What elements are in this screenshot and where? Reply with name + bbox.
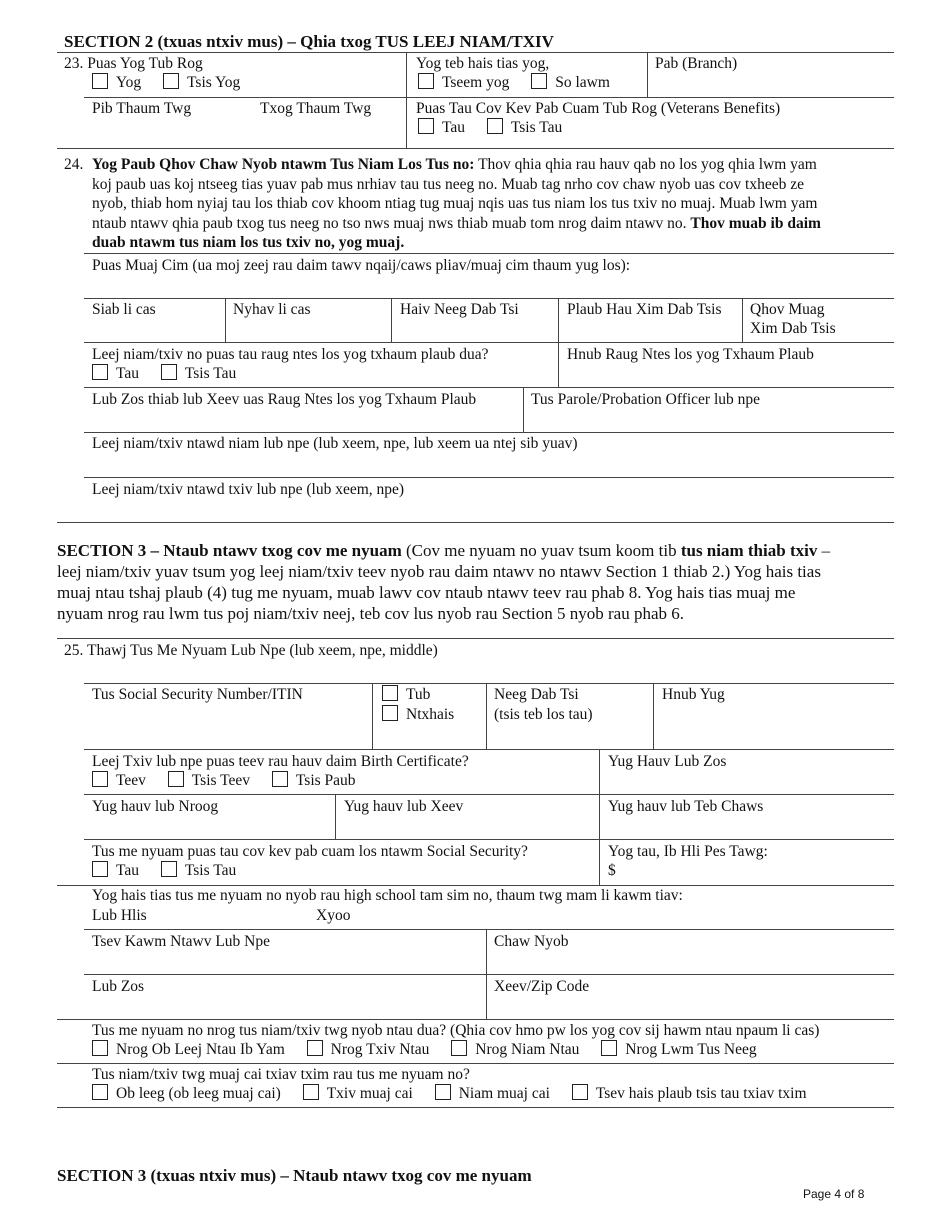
q25-bc-options: Teev Tsis Teev Tsis Paub (92, 771, 374, 790)
q25-live-father-checkbox[interactable] (307, 1040, 323, 1056)
q25-race-sub: (tsis teb los tau) (494, 706, 593, 723)
q24-jail-yes-checkbox[interactable] (92, 364, 108, 380)
q23-yes-checkbox[interactable] (92, 73, 108, 89)
q24-number: 24. (64, 156, 84, 173)
q24-jail-no-checkbox[interactable] (161, 364, 177, 380)
q23-label: 23. Puas Yog Tub Rog (64, 55, 203, 72)
q25-school-name-label: Tsev Kawm Ntawv Lub Npe (92, 933, 270, 950)
q23-current-checkbox[interactable] (418, 73, 434, 89)
q25-hs-question: Yog hais tias tus me nyuam no nyob rau high school tam sim no, thaum twg mam li kawm tiav: (92, 887, 683, 904)
q25-dob-label: Hnub Yug (662, 686, 725, 703)
q25-hs-month-label: Lub Hlis (92, 907, 147, 924)
q25-sex-female-option: Ntxhais (382, 705, 454, 724)
q23-former-checkbox[interactable] (531, 73, 547, 89)
page-number: Page 4 of 8 (803, 1187, 865, 1201)
section2-title: SECTION 2 (txuas ntxiv mus) – Qhia txog TUS LEEJ NIAM/TXIV (64, 32, 554, 51)
q24-height-label: Siab li cas (92, 301, 156, 318)
q24-jail-options: Tau Tsis Tau (92, 364, 254, 383)
q25-city-label: Lub Zos (92, 978, 145, 995)
q24-jail-location-label: Lub Zos thiab lub Xeev uas Raug Ntes los yog Txhaum Plaub (92, 391, 477, 408)
q25-hs-year-label: Xyoo (316, 907, 351, 924)
q24-mother-name-label: Leej niam/txiv ntawd niam lub npe (lub xeem, npe, lub xeem ua ntej sib yuav) (92, 435, 578, 452)
q24-line2: koj paub uas koj ntseeg tias yuav pab mus nrhiav tau tus neeg no. Muab tag nrho cov chaw nyob uas cov txheeb ze (92, 176, 804, 193)
section3-intro-line1: SECTION 3 – Ntaub ntawv txog cov me nyuam (Cov me nyuam no yuav tsum koom tib tus niam thiab txiv – (57, 541, 831, 560)
q25-bc-no-checkbox[interactable] (168, 771, 184, 787)
q25-live-both-checkbox[interactable] (92, 1040, 108, 1056)
q23-vet-options: Tau Tsis Tau (418, 118, 580, 137)
q25-ss-no-checkbox[interactable] (161, 861, 177, 877)
q24-line1: Yog Paub Qhov Chaw Nyob ntawm Tus Niam Los Tus no: Thov qhia qhia rau hauv qab no los yog qhia lwm yam (92, 156, 817, 173)
q23-vet-no-checkbox[interactable] (487, 118, 503, 134)
q25-bc-unknown-checkbox[interactable] (272, 771, 288, 787)
q25-address-label: Chaw Nyob (494, 933, 569, 950)
q24-race-label: Haiv Neeg Dab Tsi (400, 301, 519, 318)
q25-bc-yes-checkbox[interactable] (92, 771, 108, 787)
q25-male-checkbox[interactable] (382, 685, 398, 701)
q24-eye-label: Qhov Muag (750, 301, 825, 318)
q25-live-question: Tus me nyuam no nrog tus niam/txiv twg nyob ntau dua? (Qhia cov hmo pw los yog cov sij hawm ntau npaum li cas) (92, 1022, 820, 1039)
q23-end-date-label: Txog Thaum Twg (260, 100, 372, 117)
q25-custody-father-checkbox[interactable] (303, 1084, 319, 1100)
q24-weight-label: Nyhav li cas (233, 301, 311, 318)
q25-custody-options: Ob leeg (ob leeg muaj cai) Txiv muaj cai Niam muaj cai Tsev hais plaub tsis tau txiav txim (92, 1084, 825, 1103)
q24-parole-label: Tus Parole/Probation Officer lub npe (531, 391, 761, 408)
q25-birth-county-label: Yug hauv lub Nroog (92, 798, 219, 815)
q24-eye-label-b: Xim Dab Tsis (750, 320, 836, 337)
q25-live-mother-checkbox[interactable] (451, 1040, 467, 1056)
q24-line4: ntaub ntawv qhia paub txog tus neeg no tso nws muaj nws thiab muab tom nrog daim ntawv no. Thov muab ib daim (92, 215, 821, 232)
q23-status-options: Tseem yog So lawm (418, 73, 628, 92)
section3-intro-line4: nyuam nrog rau lwm tus poj niam/txiv neej, teb cov lus nyob rau Section 5 nyob rau phab 6. (57, 604, 684, 623)
q25-sex-male-option: Tub (382, 685, 430, 704)
q23-vet-benefits-label: Puas Tau Cov Kev Pab Cuam Tub Rog (Veterans Benefits) (416, 100, 781, 117)
q25-label: 25. Thawj Tus Me Nyuam Lub Npe (lub xeem, npe, middle) (64, 642, 438, 659)
q25-custody-both-checkbox[interactable] (92, 1084, 108, 1100)
q25-ss-question: Tus me nyuam puas tau cov kev pab cuam los ntawm Social Security? (92, 843, 528, 860)
next-section-heading: SECTION 3 (txuas ntxiv mus) – Ntaub ntawv txog cov me nyuam (57, 1166, 532, 1185)
q25-live-options: Nrog Ob Leej Ntau Ib Yam Nrog Txiv Ntau Nrog Niam Ntau Nrog Lwm Tus Neeg (92, 1040, 775, 1059)
section3-intro-line3: muaj ntau tshaj plaub (4) tug me nyuam, muab lawv cov ntaub ntawv teev rau phab 8. Yog hais tias muaj me (57, 583, 796, 602)
q25-live-other-checkbox[interactable] (601, 1040, 617, 1056)
q25-custody-mother-checkbox[interactable] (435, 1084, 451, 1100)
q25-bc-question: Leej Txiv lub npe puas teev rau hauv daim Birth Certificate? (92, 753, 469, 770)
q25-race-label: Neeg Dab Tsi (494, 686, 579, 703)
section3-intro-line2: leej niam/txiv yuav tsum yog leej niam/txiv teev nyob rau daim ntawv no ntawv Section 1 thiab 2.) Yog hais tias (57, 562, 821, 581)
q24-hair-color-label: Plaub Hau Xim Dab Tsis (567, 301, 722, 318)
q25-ss-currency: $ (608, 862, 616, 879)
q24-line3: nyob, thiab hom nyiaj tau los thiab cov khoom ntiag tug muaj nqis uas tus niam los tus txiv no muaj. Muab lwm yam (92, 195, 818, 212)
q23-if-yes-label: Yog teb hais tias yog, (416, 55, 550, 72)
q24-line5: duab ntawm tus niam los tus txiv no, yog muaj. (92, 234, 405, 251)
q25-ss-yes-checkbox[interactable] (92, 861, 108, 877)
q25-ssn-label: Tus Social Security Number/ITIN (92, 686, 303, 703)
q23-no-checkbox[interactable] (163, 73, 179, 89)
q23-start-date-label: Pib Thaum Twg (92, 100, 192, 117)
q25-ss-amount-label: Yog tau, Ib Hli Pes Tawg: (608, 843, 768, 860)
q24-features-label: Puas Muaj Cim (ua moj zeej rau daim tawv nqaij/caws pliav/muaj cim thaum yug los): (92, 257, 631, 274)
q23-vet-yes-checkbox[interactable] (418, 118, 434, 134)
q25-birth-state-label: Yug hauv lub Xeev (344, 798, 464, 815)
q25-ss-options: Tau Tsis Tau (92, 861, 254, 880)
q25-female-checkbox[interactable] (382, 705, 398, 721)
q25-birth-city-label: Yug Hauv Lub Zos (608, 753, 727, 770)
q25-state-zip-label: Xeev/Zip Code (494, 978, 590, 995)
q25-custody-court-checkbox[interactable] (572, 1084, 588, 1100)
q23-branch-label: Pab (Branch) (655, 55, 738, 72)
q25-birth-country-label: Yug hauv lub Teb Chaws (608, 798, 764, 815)
q25-custody-question: Tus niam/txiv twg muaj cai txiav txim rau tus me nyuam no? (92, 1066, 470, 1083)
q24-jail-question: Leej niam/txiv no puas tau raug ntes los yog txhaum plaub dua? (92, 346, 489, 363)
q24-jail-date-label: Hnub Raug Ntes los yog Txhaum Plaub (567, 346, 814, 363)
q24-father-name-label: Leej niam/txiv ntawd txiv lub npe (lub xeem, npe) (92, 481, 405, 498)
q23-military-options: Yog Tsis Yog (92, 73, 258, 92)
